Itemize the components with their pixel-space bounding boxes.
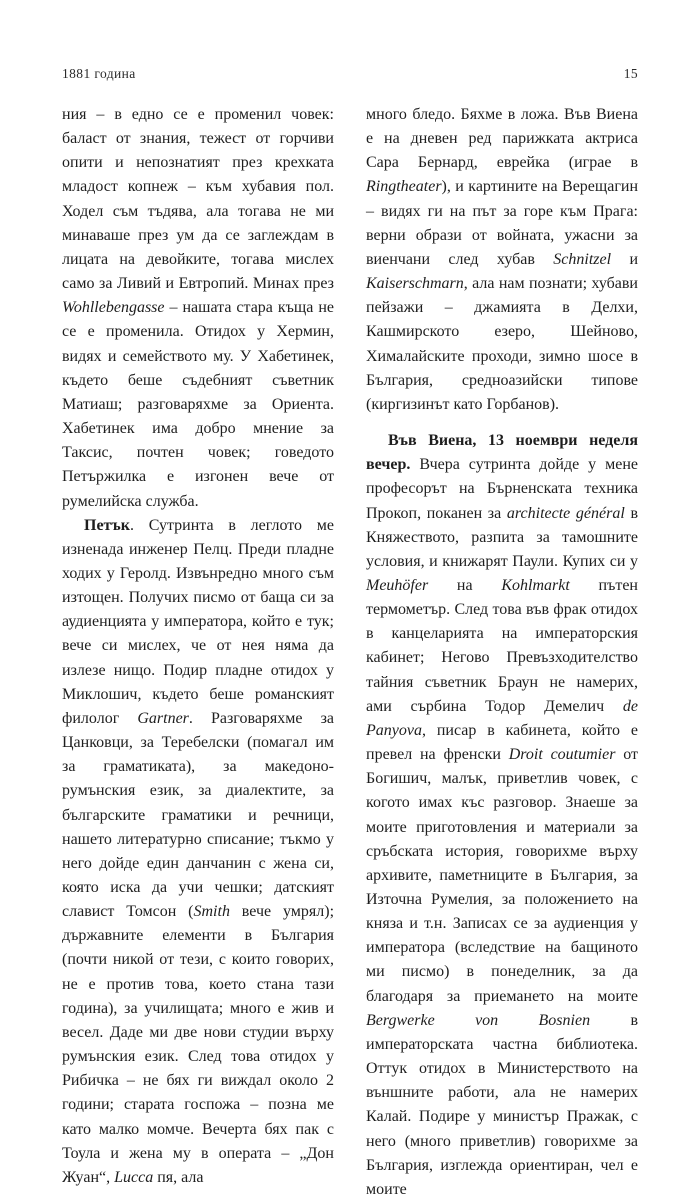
italic-term: Wohllebengasse	[62, 299, 165, 317]
text-run: много бледо. Бяхме в ложа. Във Виена е на дневен ред парижката актриса Сара Бернард, еврейка (играе в	[366, 106, 638, 172]
italic-term: Meuhöfer	[366, 576, 429, 594]
text-run: , писар в кабинета, който е превел на френски	[366, 721, 638, 764]
italic-term: Schnitzel	[553, 250, 612, 268]
text-run: вече умрял); държавните елементи в България (почти никой от тези, с които говорих, не е против това, което стана тази година), за училищата; много е жив и весел. Даде ми две нови студии върху румънския език. След това отидох у Рибичка – не бях ги виждал около 2 години; старата госпожа – позна ме като малко момче. Вечерта бях пак с Тоула и жена му в операта – „Дон Жуан“,	[62, 903, 335, 1186]
italic-term: Kaiserschmarn	[366, 275, 464, 293]
text-run: – нашата стара къща не се е променила. Отидох у Хермин, видях и семейството му. У Хабетинек, където беше съдебният съветник Матиаш; разговаряхме за Ориента. Хабетинек има добро мнение за Таксис, почтен човек; говедото Петържилка е изгонен вече от румелийска служба.	[62, 299, 334, 510]
text-run: Вчера сутринта дойде у мене професорът на Бърненската техника Прокоп, поканен за	[366, 456, 638, 522]
paragraph	[366, 429, 638, 1202]
paragraph	[366, 103, 638, 417]
italic-term: Droit coutumier	[508, 746, 616, 764]
bold-heading: Петък	[84, 516, 130, 534]
text-run: , ала нам познати; хубави пейзажи – джамията в Делхи, Кашмирското езеро, Шейново, Хималайските проходи, зимно шосе в България, средноазийски типове (киргизинът като Горбанов).	[366, 275, 638, 413]
bold-heading: Във Виена, 13 ноември неделя вечер.	[366, 432, 638, 474]
italic-term: Kohlmarkt	[501, 576, 570, 594]
running-title: 1881 година	[62, 66, 136, 81]
text-run: и	[611, 250, 639, 268]
running-head	[62, 66, 638, 86]
left-column	[62, 103, 334, 1190]
page-number: 15	[623, 66, 638, 81]
text-run: в Княжеството, разпита за тамошните условия, и книжарят Паули. Купих си у	[366, 504, 639, 570]
italic-term: Smith	[193, 903, 230, 921]
italic-term: Bergwerke von Bosnien	[366, 1011, 591, 1029]
paragraph	[62, 103, 334, 514]
text-run: . Разговаряхме за Цанковци, за Теребелски (помагал им за граматиката), за македоно-румънския език, за диалектите, за българските граматики и речници, нашето литературно списание; тъкмо у него дойде един данчанин с жена си, която иска да учи чешки; датският славист Томсон (	[62, 709, 335, 921]
italic-term: Ringtheater	[366, 178, 442, 196]
text-run: . Сутринта в леглото ме изненада инженер Пелц. Преди пладне ходих у Геролд. Извънредно много съм изтощен. Получих писмо от баща си за аудиенцията у императора, който е тук; вече си мислех, че от нея няма да излезе нищо. Подир пладне отидох у Миклошич, където беше романският филолог	[62, 516, 334, 727]
right-column	[366, 103, 638, 1202]
text-run: пя, ала	[153, 1168, 204, 1186]
italic-term: de Panyova	[366, 697, 638, 739]
text-run: в императорската частна библиотека. Оттук отидох в Министерството на външните работи, ала не намерих Калай. Подире у министър Пражак, с него (много приветлив) говорихме за България, изглежда ориентиран, чел е моите	[366, 1011, 638, 1198]
italic-term: Gartner	[137, 709, 189, 727]
italic-term: Lucca	[114, 1168, 154, 1186]
text-run: от Богишич, малък, приветлив човек, с когото имах къс разговор. Знаеше за моите приготовления и материали за сръбската история, говорихме върху архивите, паметниците в България, за Източна Румелия, за положението на княза и т.н. Записах се за аудиенция у императора (вследствие на бащиното ми писмо) в понеделник, за да благодаря за приемането на моите	[366, 746, 639, 1005]
text-run: ), и картините на Верещагин – видях ги на път за горе към Прага: верни образи от войната, ужасни за виенчани след хубав	[366, 178, 638, 268]
italic-term: architecte général	[506, 504, 625, 522]
text-run: на	[428, 576, 502, 594]
text-run: пътен термометър. След това във фрак отидох в канцеларията на императорския кабинет; Негово Превъзходителство тайния съветник Браун не намерих, ами сърбина Тодор Демелич	[366, 576, 638, 715]
text-run: ния – в едно се е променил човек: баласт от знания, тежест от горчиви опити и непознатият през крехката младост копнеж – към хубавия пол. Ходел съм тъдява, ала тогава не ми минаваше през ум да се заглеждам в лицата на девойките, тогава мислех само за Ливий и Евтропий. Минах през	[62, 106, 334, 293]
paragraph	[62, 514, 334, 1190]
